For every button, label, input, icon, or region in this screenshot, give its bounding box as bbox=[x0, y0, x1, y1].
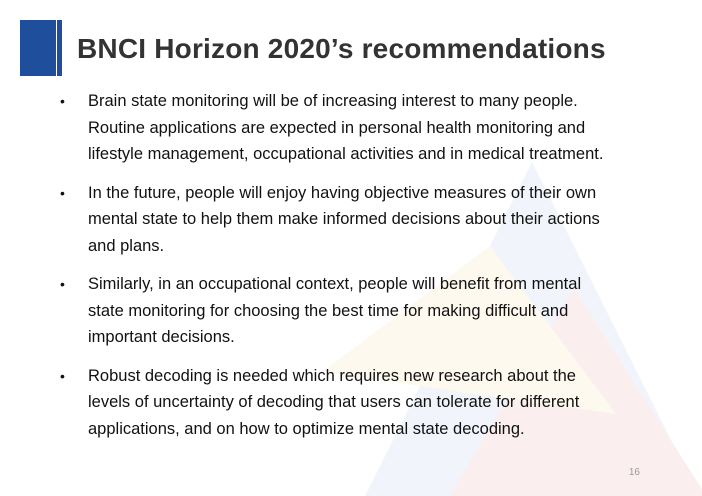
bullet-item bbox=[58, 180, 658, 260]
bullet-line: In the future, people will enjoy having objective measures of their own bbox=[88, 183, 597, 202]
bullet-icon: • bbox=[60, 184, 65, 201]
bullet-line: Robust decoding is needed which requires new research about the bbox=[88, 366, 576, 385]
bullet-item bbox=[58, 271, 658, 351]
bullet-line: Routine applications are expected in personal health monitoring and bbox=[88, 118, 586, 137]
bullet-icon: • bbox=[60, 367, 65, 384]
bullet-icon: • bbox=[60, 276, 65, 292]
bullet-list bbox=[58, 88, 658, 454]
bullet-line: levels of uncertainty of decoding that users can tolerate for different bbox=[88, 393, 580, 411]
bullet-line: lifestyle management, occupational activities and in medical treatment. bbox=[88, 145, 604, 163]
bullet-item bbox=[58, 363, 658, 443]
bullet-line: and plans. bbox=[88, 236, 165, 255]
bullet-line: important decisions. bbox=[88, 328, 235, 346]
bullet-item bbox=[58, 88, 658, 168]
bullet-line: mental state to help them make informed decisions about their actions bbox=[88, 210, 600, 228]
bullet-line: Brain state monitoring will be of increasing interest to many people. bbox=[88, 92, 578, 110]
slide-title: BNCI Horizon 2020’s recommendations bbox=[77, 33, 606, 64]
title-accent-bar bbox=[20, 20, 56, 76]
title-accent-stripe bbox=[57, 20, 62, 76]
bullet-icon: • bbox=[60, 93, 65, 109]
bullet-line: applications, and on how to optimize mental state decoding. bbox=[88, 419, 525, 438]
bullet-line: Similarly, in an occupational context, people will benefit from mental bbox=[88, 275, 582, 293]
bullet-line: state monitoring for choosing the best time for making difficult and bbox=[88, 301, 569, 320]
page-number: 16 bbox=[628, 467, 640, 478]
